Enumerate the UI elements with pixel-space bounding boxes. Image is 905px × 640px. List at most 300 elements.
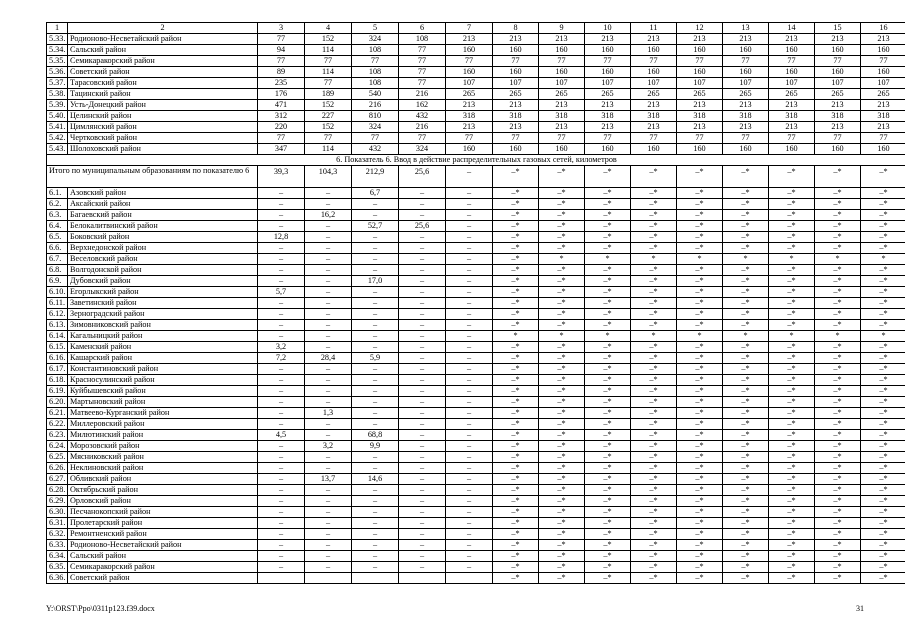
district-name-cell: Зерноградский район <box>68 308 258 319</box>
value-cell: –* <box>769 429 815 440</box>
value-cell: –* <box>493 440 539 451</box>
value-cell: 160 <box>585 144 631 155</box>
value-cell: 318 <box>677 111 723 122</box>
row-number-cell: 6.14. <box>47 330 68 341</box>
table-row <box>47 407 905 418</box>
value-cell: 216 <box>399 89 446 100</box>
value-cell: –* <box>631 517 677 528</box>
value-cell: –* <box>815 451 861 462</box>
district-name-cell: Белокалитвинский район <box>68 220 258 231</box>
value-cell: –* <box>723 517 769 528</box>
value-cell: – <box>446 242 493 253</box>
district-name-cell: Семикаракорский район <box>68 561 258 572</box>
value-cell: 213 <box>631 122 677 133</box>
value-cell: –* <box>677 319 723 330</box>
value-cell: – <box>352 407 399 418</box>
value-cell: – <box>305 242 352 253</box>
value-cell: –* <box>493 209 539 220</box>
value-cell: – <box>446 473 493 484</box>
value-cell: 89 <box>258 67 305 78</box>
value-cell: – <box>446 330 493 341</box>
table-row <box>47 374 905 385</box>
district-name-cell: Родионово-Несветайский район <box>68 539 258 550</box>
value-cell: – <box>399 198 446 209</box>
value-cell: –* <box>723 495 769 506</box>
value-cell: 108 <box>399 34 446 45</box>
value-cell: –* <box>815 187 861 198</box>
value-cell: 160 <box>861 67 905 78</box>
column-number-cell: 4 <box>305 23 352 34</box>
value-cell: 160 <box>631 67 677 78</box>
value-cell: –* <box>539 385 585 396</box>
value-cell: –* <box>585 517 631 528</box>
table-row <box>47 451 905 462</box>
value-cell: –* <box>769 407 815 418</box>
district-name-cell: Багаевский район <box>68 209 258 220</box>
value-cell: –* <box>815 209 861 220</box>
value-cell: 114 <box>305 67 352 78</box>
value-cell: 312 <box>258 111 305 122</box>
value-cell: –* <box>585 275 631 286</box>
value-cell: 318 <box>585 111 631 122</box>
value-cell: –* <box>861 242 905 253</box>
value-cell: –* <box>723 297 769 308</box>
column-number-cell: 2 <box>68 23 258 34</box>
value-cell: –* <box>723 440 769 451</box>
value-cell: 216 <box>399 122 446 133</box>
value-cell: – <box>352 341 399 352</box>
value-cell: –* <box>539 572 585 583</box>
value-cell: –* <box>861 429 905 440</box>
value-cell: –* <box>769 166 815 188</box>
value-cell: 213 <box>861 100 905 111</box>
table-row <box>47 506 905 517</box>
footer-page-number: 31 <box>856 604 864 613</box>
value-cell: – <box>305 451 352 462</box>
value-cell: –* <box>769 286 815 297</box>
value-cell: –* <box>861 451 905 462</box>
value-cell: –* <box>677 495 723 506</box>
district-name-cell: Советский район <box>68 67 258 78</box>
district-name-cell: Морозовский район <box>68 440 258 451</box>
value-cell: 7,2 <box>258 352 305 363</box>
value-cell: – <box>258 407 305 418</box>
value-cell: 318 <box>631 111 677 122</box>
value-cell: –* <box>493 220 539 231</box>
value-cell: 77 <box>258 133 305 144</box>
value-cell: –* <box>539 166 585 188</box>
value-cell: –* <box>677 242 723 253</box>
value-cell: 77 <box>446 133 493 144</box>
column-number-cell: 14 <box>769 23 815 34</box>
value-cell: –* <box>493 198 539 209</box>
value-cell: –* <box>677 462 723 473</box>
value-cell: –* <box>815 374 861 385</box>
value-cell: 160 <box>585 67 631 78</box>
table-row <box>47 209 905 220</box>
value-cell: –* <box>769 440 815 451</box>
value-cell: –* <box>585 198 631 209</box>
value-cell: 318 <box>815 111 861 122</box>
value-cell: –* <box>493 308 539 319</box>
value-cell: 107 <box>723 78 769 89</box>
row-number-cell: 6.25. <box>47 451 68 462</box>
table-row <box>47 242 905 253</box>
value-cell: –* <box>631 341 677 352</box>
value-cell: – <box>352 330 399 341</box>
column-number-cell: 7 <box>446 23 493 34</box>
value-cell: * <box>815 253 861 264</box>
value-cell: –* <box>493 517 539 528</box>
value-cell: –* <box>539 473 585 484</box>
value-cell: 77 <box>677 133 723 144</box>
value-cell: – <box>305 528 352 539</box>
value-cell: –* <box>493 253 539 264</box>
value-cell <box>305 572 352 583</box>
value-cell: 160 <box>493 144 539 155</box>
value-cell: 213 <box>493 34 539 45</box>
value-cell: –* <box>723 396 769 407</box>
value-cell: –* <box>631 264 677 275</box>
row-number-cell: 6.26. <box>47 462 68 473</box>
value-cell: –* <box>677 297 723 308</box>
value-cell: 213 <box>446 34 493 45</box>
value-cell: 213 <box>585 100 631 111</box>
value-cell: – <box>305 253 352 264</box>
value-cell: –* <box>769 341 815 352</box>
value-cell <box>352 572 399 583</box>
value-cell: –* <box>769 550 815 561</box>
value-cell: –* <box>769 495 815 506</box>
district-name-cell: Сальский район <box>68 550 258 561</box>
value-cell: 152 <box>305 100 352 111</box>
value-cell: – <box>352 418 399 429</box>
district-name-cell: Родионово-Несветайский район <box>68 34 258 45</box>
value-cell: – <box>258 385 305 396</box>
value-cell: – <box>399 374 446 385</box>
value-cell: –* <box>631 462 677 473</box>
value-cell: –* <box>815 297 861 308</box>
table-row <box>47 275 905 286</box>
value-cell: –* <box>769 539 815 550</box>
value-cell: –* <box>861 550 905 561</box>
value-cell: 213 <box>723 122 769 133</box>
table-row <box>47 341 905 352</box>
value-cell: –* <box>723 561 769 572</box>
value-cell: –* <box>585 209 631 220</box>
district-name-cell: Октябрьский район <box>68 484 258 495</box>
value-cell: –* <box>677 286 723 297</box>
value-cell: –* <box>815 220 861 231</box>
district-name-cell: Усть-Донецкий район <box>68 100 258 111</box>
value-cell: –* <box>861 286 905 297</box>
value-cell: –* <box>539 308 585 319</box>
value-cell: –* <box>815 308 861 319</box>
value-cell: –* <box>723 462 769 473</box>
value-cell: –* <box>723 341 769 352</box>
value-cell: –* <box>677 264 723 275</box>
value-cell: 77 <box>493 133 539 144</box>
value-cell: –* <box>631 198 677 209</box>
value-cell: –* <box>677 506 723 517</box>
row-number-cell: 5.43. <box>47 144 68 155</box>
column-number-cell: 11 <box>631 23 677 34</box>
value-cell: 265 <box>493 89 539 100</box>
district-name-cell: Заветинский район <box>68 297 258 308</box>
value-cell: * <box>861 253 905 264</box>
value-cell: 213 <box>539 122 585 133</box>
table-row <box>47 78 905 89</box>
value-cell: 77 <box>631 133 677 144</box>
column-number-cell: 12 <box>677 23 723 34</box>
value-cell: – <box>399 407 446 418</box>
value-cell: 160 <box>539 45 585 56</box>
value-cell: –* <box>769 198 815 209</box>
value-cell: – <box>399 363 446 374</box>
value-cell: 471 <box>258 100 305 111</box>
row-number-cell: 6.23. <box>47 429 68 440</box>
total-label-cell: Итого по муниципальным образованиям по показателю 6 <box>47 166 258 188</box>
row-number-cell: 6.15. <box>47 341 68 352</box>
value-cell: –* <box>631 473 677 484</box>
value-cell: –* <box>815 495 861 506</box>
row-number-cell: 6.12. <box>47 308 68 319</box>
value-cell: –* <box>631 275 677 286</box>
value-cell: 107 <box>631 78 677 89</box>
table-row <box>47 484 905 495</box>
value-cell: –* <box>815 407 861 418</box>
value-cell: – <box>446 374 493 385</box>
value-cell: –* <box>493 484 539 495</box>
value-cell: –* <box>677 231 723 242</box>
value-cell: – <box>352 495 399 506</box>
value-cell: 108 <box>352 78 399 89</box>
value-cell: –* <box>723 319 769 330</box>
row-number-cell: 5.34. <box>47 45 68 56</box>
value-cell: 213 <box>861 34 905 45</box>
value-cell: –* <box>769 264 815 275</box>
value-cell: – <box>399 341 446 352</box>
value-cell: 160 <box>815 144 861 155</box>
value-cell: –* <box>631 561 677 572</box>
value-cell: –* <box>815 561 861 572</box>
table-row <box>47 429 905 440</box>
value-cell: –* <box>769 319 815 330</box>
value-cell: – <box>305 220 352 231</box>
value-cell: – <box>305 462 352 473</box>
row-number-cell: 6.9. <box>47 275 68 286</box>
value-cell: –* <box>631 539 677 550</box>
total-row <box>47 166 905 188</box>
value-cell: – <box>399 517 446 528</box>
value-cell: –* <box>861 297 905 308</box>
value-cell: –* <box>585 341 631 352</box>
column-number-cell: 5 <box>352 23 399 34</box>
value-cell: –* <box>539 319 585 330</box>
value-cell: 265 <box>585 89 631 100</box>
value-cell: –* <box>539 462 585 473</box>
value-cell: 160 <box>815 67 861 78</box>
value-cell: –* <box>493 286 539 297</box>
value-cell: –* <box>631 242 677 253</box>
value-cell <box>258 572 305 583</box>
value-cell: –* <box>723 407 769 418</box>
value-cell: –* <box>677 440 723 451</box>
value-cell: * <box>677 330 723 341</box>
value-cell: 318 <box>861 111 905 122</box>
value-cell: –* <box>585 451 631 462</box>
value-cell: – <box>258 539 305 550</box>
value-cell: – <box>258 209 305 220</box>
value-cell: –* <box>677 539 723 550</box>
value-cell: – <box>399 253 446 264</box>
value-cell: –* <box>585 495 631 506</box>
value-cell: –* <box>539 341 585 352</box>
value-cell: – <box>446 286 493 297</box>
value-cell: 1,3 <box>305 407 352 418</box>
value-cell: –* <box>769 462 815 473</box>
table-row <box>47 308 905 319</box>
value-cell: 77 <box>585 133 631 144</box>
value-cell: –* <box>493 187 539 198</box>
value-cell: 107 <box>446 78 493 89</box>
value-cell: – <box>352 297 399 308</box>
row-number-cell: 6.24. <box>47 440 68 451</box>
row-number-cell: 6.22. <box>47 418 68 429</box>
value-cell: 160 <box>769 144 815 155</box>
value-cell: – <box>399 506 446 517</box>
value-cell: –* <box>631 352 677 363</box>
value-cell: –* <box>815 462 861 473</box>
value-cell: – <box>305 231 352 242</box>
value-cell: – <box>352 385 399 396</box>
value-cell: – <box>352 286 399 297</box>
value-cell: 107 <box>585 78 631 89</box>
value-cell: –* <box>861 484 905 495</box>
table-row <box>47 319 905 330</box>
value-cell: – <box>258 462 305 473</box>
row-number-cell: 6.7. <box>47 253 68 264</box>
column-number-row <box>47 23 905 34</box>
value-cell: * <box>631 253 677 264</box>
row-number-cell: 6.21. <box>47 407 68 418</box>
value-cell: 216 <box>352 100 399 111</box>
value-cell: –* <box>493 418 539 429</box>
table-row <box>47 187 905 198</box>
value-cell: 3,2 <box>305 440 352 451</box>
value-cell: 77 <box>723 133 769 144</box>
table-row <box>47 220 905 231</box>
value-cell: –* <box>815 352 861 363</box>
value-cell: –* <box>493 374 539 385</box>
value-cell: –* <box>493 572 539 583</box>
value-cell: – <box>446 396 493 407</box>
value-cell: 213 <box>446 122 493 133</box>
value-cell: –* <box>631 451 677 462</box>
value-cell: –* <box>539 286 585 297</box>
value-cell: – <box>446 385 493 396</box>
district-name-cell: Обливский район <box>68 473 258 484</box>
value-cell: –* <box>539 495 585 506</box>
value-cell: –* <box>539 440 585 451</box>
district-name-cell: Каменский район <box>68 341 258 352</box>
table-row <box>47 89 905 100</box>
value-cell: –* <box>723 166 769 188</box>
value-cell: – <box>352 506 399 517</box>
value-cell: – <box>352 231 399 242</box>
value-cell: –* <box>493 319 539 330</box>
value-cell: 160 <box>493 67 539 78</box>
value-cell: –* <box>631 231 677 242</box>
value-cell: – <box>305 506 352 517</box>
value-cell: – <box>305 187 352 198</box>
value-cell: – <box>399 539 446 550</box>
value-cell: –* <box>585 462 631 473</box>
value-cell: –* <box>493 341 539 352</box>
value-cell: –* <box>769 242 815 253</box>
value-cell: – <box>399 528 446 539</box>
value-cell: 227 <box>305 111 352 122</box>
row-number-cell: 5.38. <box>47 89 68 100</box>
value-cell: 94 <box>258 45 305 56</box>
district-name-cell: Верхнедонской район <box>68 242 258 253</box>
value-cell: –* <box>815 198 861 209</box>
value-cell: –* <box>723 198 769 209</box>
value-cell: 160 <box>723 144 769 155</box>
value-cell: –* <box>585 506 631 517</box>
value-cell: 318 <box>769 111 815 122</box>
value-cell: 14,6 <box>352 473 399 484</box>
value-cell: 213 <box>493 122 539 133</box>
value-cell: –* <box>539 275 585 286</box>
value-cell: –* <box>631 209 677 220</box>
value-cell: 160 <box>723 45 769 56</box>
value-cell: 77 <box>399 56 446 67</box>
value-cell: –* <box>815 572 861 583</box>
value-cell: –* <box>769 363 815 374</box>
value-cell: –* <box>493 396 539 407</box>
value-cell: 107 <box>769 78 815 89</box>
value-cell: 9,9 <box>352 440 399 451</box>
value-cell: 77 <box>815 56 861 67</box>
value-cell: 160 <box>815 45 861 56</box>
value-cell: – <box>258 220 305 231</box>
value-cell: 160 <box>446 67 493 78</box>
district-name-cell: Кагальницкий район <box>68 330 258 341</box>
value-cell: 213 <box>723 34 769 45</box>
value-cell: 77 <box>815 133 861 144</box>
row-number-cell: 5.33. <box>47 34 68 45</box>
table-row <box>47 330 905 341</box>
value-cell: –* <box>815 166 861 188</box>
value-cell: – <box>258 484 305 495</box>
table-row <box>47 144 905 155</box>
value-cell: – <box>399 462 446 473</box>
value-cell: –* <box>493 495 539 506</box>
value-cell: –* <box>815 242 861 253</box>
table-row <box>47 352 905 363</box>
value-cell: 77 <box>585 56 631 67</box>
district-name-cell: Песчанокопский район <box>68 506 258 517</box>
value-cell: – <box>305 429 352 440</box>
value-cell: – <box>446 484 493 495</box>
value-cell: 114 <box>305 144 352 155</box>
value-cell: –* <box>861 561 905 572</box>
row-number-cell: 6.19. <box>47 385 68 396</box>
value-cell: –* <box>723 363 769 374</box>
value-cell: 213 <box>539 100 585 111</box>
value-cell: – <box>258 374 305 385</box>
